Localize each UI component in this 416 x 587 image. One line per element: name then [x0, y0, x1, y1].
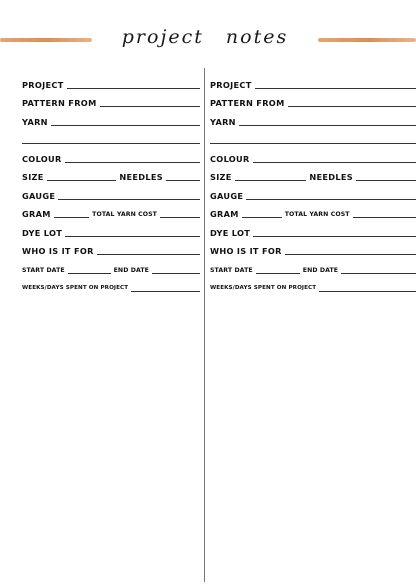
weeks-days-field[interactable]: [319, 291, 416, 292]
dye-lot-label: DYE LOT: [22, 227, 63, 238]
yarn-row: [22, 114, 200, 128]
header: [0, 28, 416, 52]
project-label: PROJECT: [22, 79, 64, 90]
needles-label: NEEDLES: [119, 171, 163, 182]
who-is-it-for-field[interactable]: [97, 254, 200, 255]
yarn-field[interactable]: [239, 125, 416, 126]
gram-label: GRAM: [210, 208, 239, 219]
yarn-label: YARN: [22, 116, 48, 127]
gauge-row: [210, 188, 416, 202]
colour-row: [210, 151, 416, 165]
gauge-label: GAUGE: [22, 190, 56, 201]
weeks-days-row: [22, 280, 200, 294]
gram-field[interactable]: [242, 217, 282, 218]
size-needles-row: [22, 169, 200, 183]
end-date-field[interactable]: [152, 273, 200, 274]
end-date-label: END DATE: [302, 266, 339, 274]
project-field[interactable]: [255, 88, 416, 89]
size-label: SIZE: [22, 171, 44, 182]
weeks-days-field[interactable]: [131, 291, 200, 292]
pattern-from-field[interactable]: [100, 106, 200, 107]
needles-field[interactable]: [166, 180, 200, 181]
project-label: PROJECT: [210, 79, 252, 90]
size-label: SIZE: [210, 171, 232, 182]
weeks-days-label: WEEKS/DAYS SPENT ON PROJECT: [210, 285, 317, 292]
accent-stripe-left: [0, 38, 92, 42]
gauge-row: [22, 188, 200, 202]
who-is-it-for-label: WHO IS IT FOR: [22, 245, 94, 256]
total-yarn-cost-label: TOTAL YARN COST: [92, 210, 157, 218]
colour-field[interactable]: [253, 162, 416, 163]
pattern-from-label: PATTERN FROM: [210, 97, 285, 108]
yarn-row: [210, 114, 416, 128]
accent-stripe-right: [318, 38, 416, 42]
start-date-field[interactable]: [68, 273, 111, 274]
weeks-days-label: WEEKS/DAYS SPENT ON PROJECT: [22, 285, 129, 292]
end-date-field[interactable]: [341, 273, 416, 274]
dye-lot-field[interactable]: [65, 236, 200, 237]
page-title: project notes: [121, 26, 289, 48]
project-field[interactable]: [67, 88, 200, 89]
dye-lot-row: [22, 225, 200, 239]
start-date-field[interactable]: [256, 273, 300, 274]
yarn-label: YARN: [210, 116, 236, 127]
column-divider: [204, 68, 205, 582]
colour-label: COLOUR: [210, 153, 250, 164]
yarn-field[interactable]: [51, 125, 200, 126]
gram-cost-row: [22, 206, 200, 220]
pattern-from-field[interactable]: [288, 106, 416, 107]
dates-row: [22, 262, 200, 276]
project-row: [210, 77, 416, 91]
who-is-it-for-label: WHO IS IT FOR: [210, 245, 282, 256]
total-yarn-cost-field[interactable]: [353, 217, 416, 218]
who-is-it-for-row: [22, 243, 200, 257]
dates-row: [210, 262, 416, 276]
size-field[interactable]: [47, 180, 117, 181]
gram-label: GRAM: [22, 208, 51, 219]
start-date-label: START DATE: [22, 266, 65, 274]
colour-label: COLOUR: [22, 153, 62, 164]
dye-lot-row: [210, 225, 416, 239]
total-yarn-cost-label: TOTAL YARN COST: [284, 210, 350, 218]
needles-field[interactable]: [356, 180, 416, 181]
colour-field[interactable]: [65, 162, 200, 163]
size-field[interactable]: [235, 180, 307, 181]
yarn-extra-row: [210, 132, 416, 146]
gram-field[interactable]: [54, 217, 89, 218]
who-is-it-for-row: [210, 243, 416, 257]
yarn-extra-field[interactable]: [210, 143, 416, 144]
pattern-from-label: PATTERN FROM: [22, 97, 97, 108]
gauge-field[interactable]: [58, 199, 200, 200]
pattern-from-row: [22, 95, 200, 109]
size-needles-row: [210, 169, 416, 183]
gram-cost-row: [210, 206, 416, 220]
yarn-extra-row: [22, 132, 200, 146]
pattern-from-row: [210, 95, 416, 109]
needles-label: NEEDLES: [309, 171, 353, 182]
weeks-days-row: [210, 280, 416, 294]
who-is-it-for-field[interactable]: [285, 254, 416, 255]
total-yarn-cost-field[interactable]: [160, 217, 200, 218]
yarn-extra-field[interactable]: [22, 143, 200, 144]
gauge-label: GAUGE: [210, 190, 244, 201]
colour-row: [22, 151, 200, 165]
project-row: [22, 77, 200, 91]
dye-lot-field[interactable]: [253, 236, 416, 237]
end-date-label: END DATE: [113, 266, 149, 274]
start-date-label: START DATE: [210, 266, 253, 274]
gauge-field[interactable]: [246, 199, 416, 200]
dye-lot-label: DYE LOT: [210, 227, 251, 238]
